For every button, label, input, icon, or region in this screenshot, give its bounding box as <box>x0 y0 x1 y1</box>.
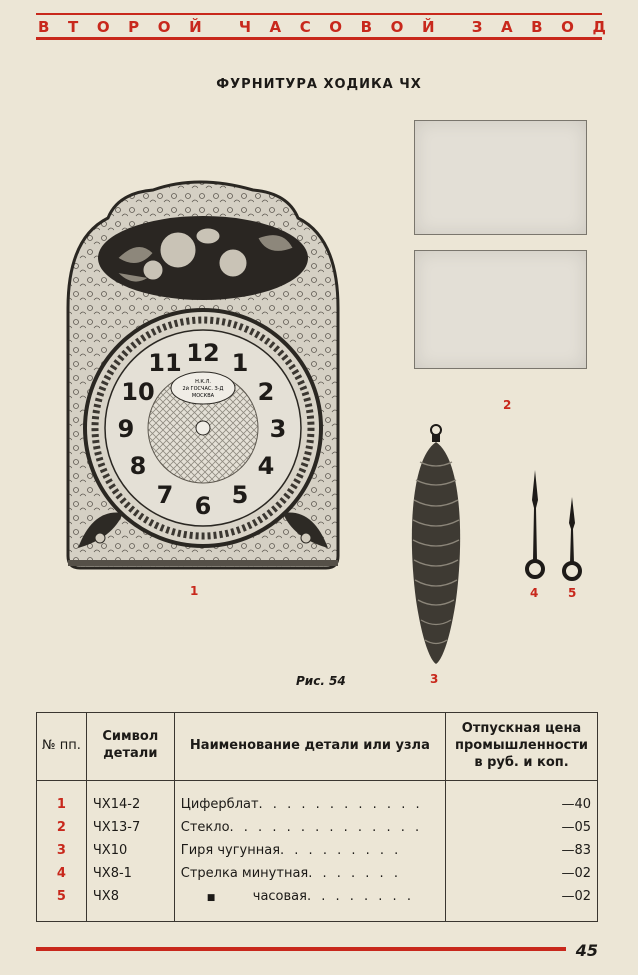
header-letter: В <box>531 18 543 36</box>
header-letter: О <box>390 18 404 36</box>
row-dots: . . . . . . . . . . . . <box>258 796 423 812</box>
header-letter: А <box>269 18 282 36</box>
row-num: 3 <box>37 839 87 862</box>
header-letter: О <box>329 18 343 36</box>
callout-2: 2 <box>503 398 512 412</box>
dial-numeral-9: 9 <box>117 415 135 443</box>
ditto-mark: ■ <box>206 892 216 903</box>
callout-3: 3 <box>430 672 439 686</box>
dial-numeral-10: 10 <box>121 378 155 406</box>
table-row <box>37 839 598 862</box>
row-name: Циферблат <box>180 796 259 812</box>
header-letter: О <box>157 18 171 36</box>
header-name: Наименование детали или узла <box>174 713 445 781</box>
header-letter: Й <box>189 18 202 36</box>
maker-label-line-2: 2й ГОСЧАС. З-Д <box>182 386 224 392</box>
row-num: 4 <box>37 862 87 885</box>
row-symbol: ЧХ13-7 <box>86 816 174 839</box>
row-name: Гиря чугунная <box>180 842 281 858</box>
header-letter: Р <box>128 18 140 36</box>
row-name-cell <box>174 839 445 862</box>
maker-label-line-1: Н.К.Л. <box>195 379 211 385</box>
footer-rule <box>36 947 566 951</box>
callout-4: 4 <box>530 586 539 600</box>
row-name-cell <box>174 816 445 839</box>
page-number: 45 <box>575 941 598 960</box>
header-letter: Т <box>68 18 79 36</box>
header-letter: С <box>299 18 311 36</box>
table-row <box>37 793 598 816</box>
row-symbol: ЧХ10 <box>86 839 174 862</box>
catalog-title: ФУРНИТУРА ХОДИКА ЧХ <box>216 77 422 92</box>
row-price: —02 <box>446 862 598 885</box>
header-letter: З <box>471 18 483 36</box>
row-name-cell <box>174 885 445 922</box>
row-num: 5 <box>37 885 87 922</box>
table-spacer <box>37 780 598 793</box>
row-name: Стекло <box>180 819 230 835</box>
header-letter: В <box>38 18 50 36</box>
clock-dial-illustration <box>58 178 348 573</box>
dial-numeral-7: 7 <box>156 481 174 509</box>
dial-numeral-1: 1 <box>231 349 249 377</box>
row-symbol: ЧХ8-1 <box>86 862 174 885</box>
row-name-cell <box>174 793 445 816</box>
row-name: часовая <box>252 888 307 904</box>
glass-pane-bottom <box>414 250 587 369</box>
row-num: 2 <box>37 816 87 839</box>
table-row <box>37 885 598 922</box>
glass-pane-top <box>414 120 587 235</box>
row-price: —40 <box>446 793 598 816</box>
header-letter: О <box>96 18 110 36</box>
header-bottom-rule <box>36 37 602 40</box>
hour-hand-illustration <box>561 497 583 582</box>
row-dots: . . . . . . . . <box>306 888 414 904</box>
callout-1: 1 <box>190 584 199 598</box>
row-price: —05 <box>446 816 598 839</box>
dial-numeral-4: 4 <box>257 452 275 480</box>
minute-hand-illustration <box>524 470 546 580</box>
header-letter: В <box>360 18 373 36</box>
table-row <box>37 816 598 839</box>
row-symbol: ЧХ14-2 <box>86 793 174 816</box>
table-row <box>37 862 598 885</box>
header-letter: А <box>500 18 513 36</box>
row-price: —83 <box>446 839 598 862</box>
row-dots: . . . . . . . . . <box>280 842 402 858</box>
pinecone-weight-illustration <box>404 420 468 666</box>
row-num: 1 <box>37 793 87 816</box>
row-dots: . . . . . . . . . . . . . . <box>229 819 423 835</box>
callout-5: 5 <box>568 586 577 600</box>
row-symbol: ЧХ8 <box>86 885 174 922</box>
dial-numeral-11: 11 <box>148 349 182 377</box>
dial-numeral-3: 3 <box>269 415 287 443</box>
dial-numeral-2: 2 <box>257 378 275 406</box>
table-header-row <box>37 713 598 781</box>
row-dots: . . . . . . . <box>308 865 401 881</box>
parts-price-table <box>36 712 598 922</box>
figure-caption: Рис. 54 <box>296 674 346 688</box>
header-symbol: Символ детали <box>86 713 174 781</box>
header-price: Отпускная цена промышленности в руб. и коп. <box>446 713 598 781</box>
row-price: —02 <box>446 885 598 922</box>
header-letter: Й <box>422 18 435 36</box>
header-letter: Ч <box>238 18 251 36</box>
dial-numeral-12: 12 <box>186 339 220 367</box>
row-name-cell <box>174 862 445 885</box>
dial-numeral-6: 6 <box>194 492 212 520</box>
header-letter: О <box>561 18 574 36</box>
row-name: Стрелка минутная <box>180 865 309 881</box>
header-letter: Д <box>592 18 606 36</box>
header-title <box>38 18 606 36</box>
header-top-rule <box>36 13 602 15</box>
maker-label-line-3: МОСКВА <box>191 393 215 399</box>
dial-numeral-8: 8 <box>129 452 147 480</box>
dial-numeral-5: 5 <box>231 481 249 509</box>
header-num: № пп. <box>37 713 87 781</box>
